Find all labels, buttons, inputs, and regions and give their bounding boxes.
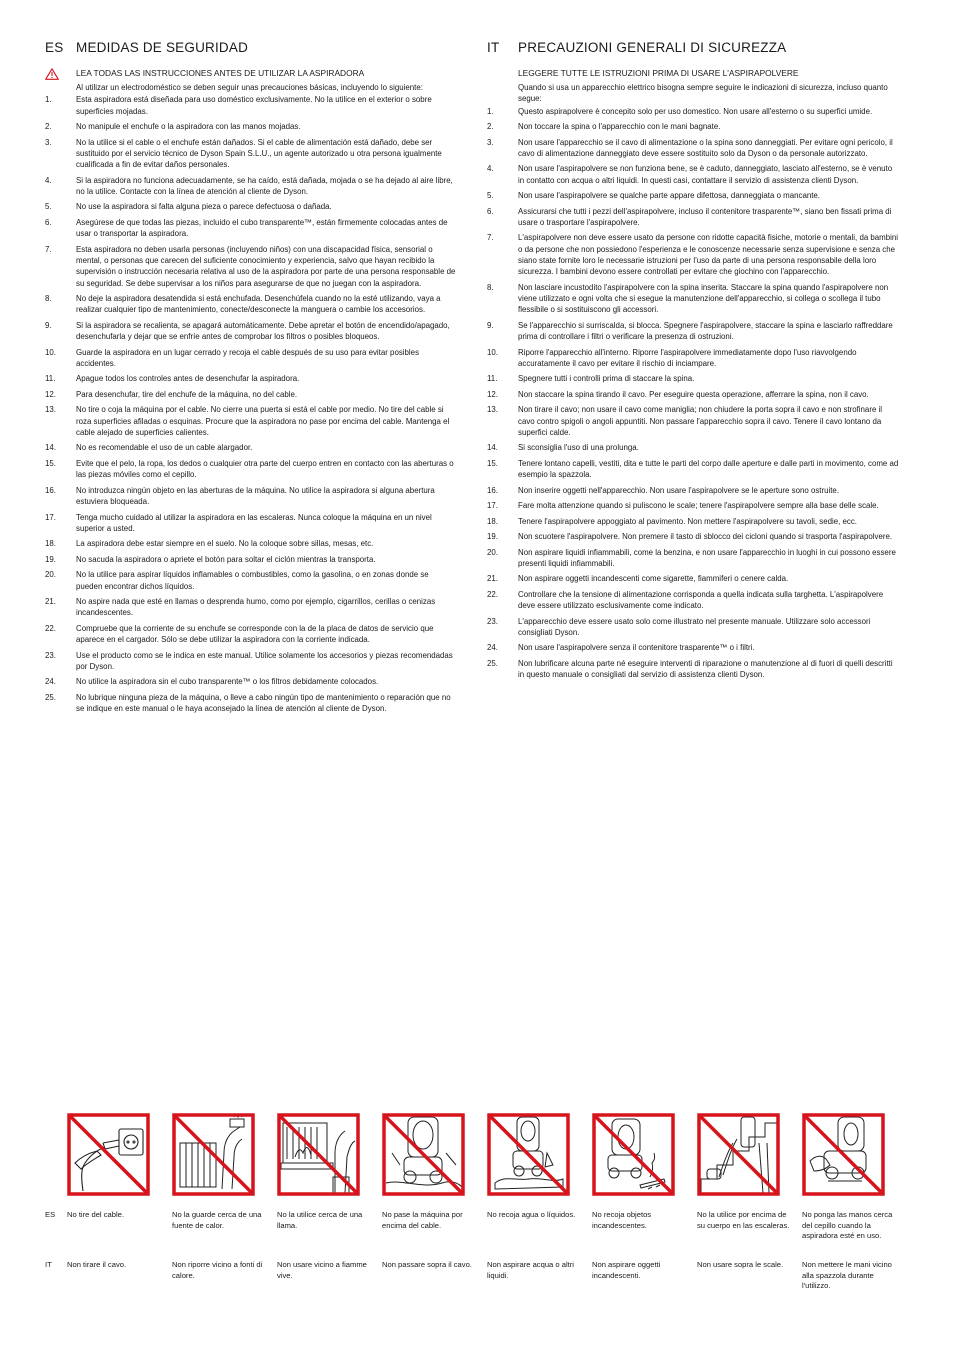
es-safety-item: [45, 347, 457, 370]
item-number: 8.: [487, 282, 494, 292]
item-text: Si la aspiradora no funciona adecuadamente, se ha caído, está dañada, mojada o se ha dejado al aire libre, no la utilice. Contacte con la línea de atención al cliente de Dyson.: [76, 175, 453, 196]
item-number: 13.: [45, 405, 56, 415]
cigarette-icon: [592, 1113, 675, 1196]
item-text: Si sconsiglia l'uso di una prolunga.: [518, 443, 639, 453]
item-number: 13.: [487, 405, 498, 415]
captions-es-item: No recoja objetos incandescentes.: [592, 1210, 652, 1230]
item-number: 8.: [45, 294, 52, 304]
es-safety-item: [45, 121, 457, 132]
item-text: Non toccare la spina o l'apparecchio con le mani bagnate.: [518, 122, 721, 132]
captions-es-item: No la utilice cerca de una llama.: [277, 1210, 363, 1230]
item-number: 9.: [487, 320, 494, 330]
item-number: 18.: [45, 539, 56, 549]
item-text: No utilice la aspiradora sin el cubo transparente™ o los filtros debidamente colocados.: [76, 677, 379, 687]
item-number: 1.: [487, 106, 494, 116]
it-safety-item: [487, 485, 899, 496]
item-text: Non tirare il cavo; non usare il cavo come maniglia; non chiudere la porta sopra il cavo e non strofinare il cavo contro spigoli o angoli appuntiti. Non passare l'apparecchio sopra il cavo. Tenere il cavo lontano da superfici calde.: [518, 405, 883, 437]
item-number: 18.: [487, 516, 498, 526]
item-text: No aspire nada que esté en llamas o desprenda humo, como por ejemplo, cigarrillos, cerillas o cenizas incandescentes.: [76, 597, 436, 618]
it-safety-item: [487, 404, 899, 438]
item-number: 3.: [45, 137, 52, 147]
es-title: MEDIDAS DE SEGURIDAD: [76, 40, 249, 55]
item-number: 7.: [487, 233, 494, 243]
item-text: No introduzca ningún objeto en las aberturas de la máquina. No utilice la aspiradora si alguna abertura estuviera bloqueada.: [76, 485, 435, 507]
item-text: No sacuda la aspiradora o apriete el botón para soltar el ciclón mientras la transporta.: [76, 554, 376, 564]
item-number: 11.: [487, 374, 498, 384]
item-number: 9.: [45, 320, 52, 330]
item-text: La aspiradora debe estar siempre en el suelo. No la coloque sobre sillas, mesas, etc.: [76, 539, 374, 549]
item-text: Si la aspiradora se recalienta, se apagará automáticamente. Debe apretar el botón de encendido/apagado, desenchufarla y dejar que se enfríe antes de comprobar los filtros o posibles bloqueos.: [76, 320, 450, 342]
es-safety-item: [45, 244, 457, 289]
item-number: 20.: [45, 570, 56, 580]
item-number: 6.: [45, 217, 52, 227]
hand-brushbar-icon: [802, 1113, 885, 1196]
item-text: Non usare l'aspirapolvere senza il contenitore trasparente™ o i filtri.: [518, 643, 755, 653]
es-safety-item: [45, 458, 457, 481]
es-safety-item: [45, 569, 457, 592]
liquid-spill-icon: [487, 1113, 570, 1196]
es-safety-item: [45, 293, 457, 316]
item-number: 25.: [487, 658, 498, 668]
stairs-icon: [697, 1113, 780, 1196]
es-subtitle-row: [45, 68, 457, 82]
item-text: Riporre l'apparecchio all'interno. Riporre l'aspirapolvere immediatamente dopo l'uso riavvolgendo accuratamente il cavo per evitare il rischio di inciampare.: [518, 347, 857, 368]
it-safety-item: [487, 282, 899, 316]
item-text: No deje la aspiradora desatendida si está enchufada. Desenchúfela cuando no la esté utilizando, vaya a realizar cualquier tipo de mantenimiento, conecte/desconecte la manguera o cambie los accesorios.: [76, 294, 441, 315]
it-safety-item: [487, 232, 899, 277]
it-safety-list: [487, 106, 899, 681]
it-safety-item: [487, 106, 899, 117]
item-number: 5.: [45, 202, 52, 212]
item-number: 23.: [487, 616, 498, 626]
item-text: Non staccare la spina tirando il cavo. Per eseguire questa operazione, afferrare la spina, non il cavo.: [518, 389, 869, 399]
item-text: Non usare l'aspirapolvere se non funziona bene, se è caduto, danneggiato, lasciato all'esterno, se è venuto in contatto con acqua o altri liquidi. In questi casi, contattare il servizio di assistenza clienti Dyson.: [518, 164, 893, 185]
item-text: Non usare l'apparecchio se il cavo di alimentazione o la spina sono danneggiati. Per evitare ogni pericolo, il cavo di alimentazione danneggiato deve essere sostituito solo da Dyson o da personale autorizzato.: [518, 137, 893, 158]
captions-it-item: Non mettere le mani vicino alla spazzola durante l'utilizzo.: [802, 1260, 892, 1291]
captions-it-item: Non riporre vicino a fonti di calore.: [172, 1260, 263, 1280]
item-number: 22.: [45, 623, 56, 633]
item-text: Esta aspiradora está diseñada para uso doméstico exclusivamente. No la utilice en el exterior o sobre superficies mojadas.: [76, 95, 432, 116]
it-safety-item: [487, 458, 899, 481]
warning-triangle-icon: [45, 68, 76, 80]
es-safety-item: [45, 676, 457, 687]
item-text: No manipule el enchufe o la aspiradora con las manos mojadas.: [76, 122, 301, 132]
item-text: Non inserire oggetti nell'apparecchio. Non usare l'aspirapolvere se le aperture sono ostruite.: [518, 485, 840, 495]
item-number: 15.: [45, 458, 56, 468]
item-number: 12.: [45, 389, 56, 399]
item-text: Se l'apparecchio si surriscalda, si blocca. Spegnere l'aspirapolvere, staccare la spina e lasciarlo raffreddare prima di controllare i filtri o verificare la presenza di ostruzioni.: [518, 320, 893, 342]
it-section: [487, 40, 899, 685]
es-section: [45, 40, 457, 719]
item-number: 24.: [487, 643, 498, 653]
captions-es-item: No la guarde cerca de una fuente de calor.: [172, 1210, 262, 1230]
it-safety-item: [487, 389, 899, 400]
es-captions-code: ES: [45, 1210, 56, 1219]
it-safety-item: [487, 320, 899, 343]
captions-it-item: Non passare sopra il cavo.: [382, 1260, 472, 1269]
it-safety-item: [487, 547, 899, 570]
item-number: 2.: [487, 122, 494, 132]
item-text: Apague todos los controles antes de desenchufar la aspiradora.: [76, 374, 300, 384]
es-safety-item: [45, 217, 457, 240]
item-text: No tire o coja la máquina por el cable. No cierre una puerta si está el cable por medio. No tire del cable si roza superficies afiladas o esquinas. Procure que la aspiradora no pase por encima del cable. Mantenga el cable alejado de superficies calientes.: [76, 405, 450, 437]
item-number: 10.: [487, 347, 498, 357]
item-text: Non usare l'aspirapolvere se qualche parte appare difettosa, danneggiata o mancante.: [518, 191, 820, 201]
it-safety-item: [487, 589, 899, 612]
it-safety-item: [487, 373, 899, 384]
item-text: No la utilice para aspirar líquidos inflamables o combustibles, como la gasolina, o en zonas donde se pueden encontrar dichos líquidos.: [76, 570, 429, 591]
item-text: Assicurarsi che tutti i pezzi dell'aspirapolvere, incluso il contenitore trasparente™, siano ben fissati prima di usare o trasportare l'aspirapolvere.: [518, 206, 892, 227]
it-language-code: IT: [487, 40, 500, 55]
item-number: 4.: [487, 164, 494, 174]
captions-it-item: Non tirare il cavo.: [67, 1260, 127, 1269]
es-safety-item: [45, 442, 457, 453]
item-number: 16.: [45, 485, 56, 495]
captions-es-item: No ponga las manos cerca del cepillo cuando la aspiradora esté en uso.: [802, 1210, 893, 1241]
captions-it-item: Non usare vicino a fiamme vive.: [277, 1260, 367, 1280]
it-safety-item: [487, 347, 899, 370]
item-text: L'aspirapolvere non deve essere usato da persone con ridotte capacità fisiche, motorie o mentali, da bambini o da persone che non possiedono l'esperienza e le conoscenze necessarie senza supervisione e senza che siano state fornite loro le necessarie istruzioni per l'uso da parte di una persona responsabile della loro sicurezza. I bambini devono essere controllati per evitare che giochino con l'apparecchio.: [518, 233, 899, 277]
es-safety-item: [45, 512, 457, 535]
item-number: 19.: [45, 554, 56, 564]
item-number: 24.: [45, 677, 56, 687]
es-safety-item: [45, 485, 457, 508]
item-number: 1.: [45, 95, 52, 105]
it-title: PRECAUZIONI GENERALI DI SICUREZZA: [518, 40, 787, 55]
item-text: Tenga mucho cuidado al utilizar la aspiradora en las escaleras. Nunca coloque la máquina en un nivel superior a usted.: [76, 512, 432, 533]
item-number: 22.: [487, 589, 498, 599]
vacuum-over-cord-icon: [382, 1113, 465, 1196]
item-number: 16.: [487, 485, 498, 495]
es-subtitle: LEA TODAS LAS INSTRUCCIONES ANTES DE UTILIZAR LA ASPIRADORA: [76, 68, 365, 78]
item-text: Non lubrificare alcuna parte né eseguire interventi di riparazione o manutenzione al di fuori di quelli descritti in questo manuale o consigliati dal servizio di assistenza clienti Dyson.: [518, 658, 893, 680]
item-text: Use el producto como se le indica en este manual. Utilice solamente los accesorios y piezas recomendadas por Dyson.: [76, 650, 453, 671]
item-number: 4.: [45, 175, 52, 185]
es-safety-item: [45, 137, 457, 171]
item-number: 20.: [487, 547, 498, 557]
item-number: 2.: [45, 122, 52, 132]
fireplace-icon: [277, 1113, 360, 1196]
item-text: Guarde la aspiradora en un lugar cerrado y recoja el cable después de su uso para evitar posibles accidentes.: [76, 347, 420, 368]
captions-es-item: No recoja agua o líquidos.: [487, 1210, 576, 1219]
captions-es-item: No tire del cable.: [67, 1210, 124, 1219]
item-number: 14.: [487, 443, 498, 453]
es-safety-item: [45, 201, 457, 212]
es-language-code: ES: [45, 40, 64, 55]
it-safety-item: [487, 658, 899, 681]
item-number: 25.: [45, 692, 56, 702]
item-text: No la utilice si el cable o el enchufe están dañados. Si el cable de alimentación está dañado, debe ser sustituido por el servicio técnico de Dyson Spain S.L.U., un agente autorizado u otra persona igualmente cualificada a fin de evitar daños personales.: [76, 137, 442, 170]
captions-it-item: Non usare sopra le scale.: [697, 1260, 784, 1269]
es-safety-item: [45, 596, 457, 619]
captions-es-item: No pase la máquina por encima del cable.: [382, 1210, 463, 1230]
it-safety-item: [487, 206, 899, 229]
item-number: 17.: [45, 512, 56, 522]
es-safety-item: [45, 554, 457, 565]
item-number: 15.: [487, 458, 498, 468]
it-safety-item: [487, 500, 899, 511]
item-text: Spegnere tutti i controlli prima di staccare la spina.: [518, 374, 695, 384]
item-number: 14.: [45, 443, 56, 453]
item-number: 23.: [45, 650, 56, 660]
item-number: 10.: [45, 347, 56, 357]
item-number: 21.: [45, 597, 56, 607]
es-safety-item: [45, 650, 457, 673]
item-text: No es recomendable el uso de un cable alargador.: [76, 443, 253, 453]
item-text: Non scuotere l'aspirapolvere. Non premere il tasto di sblocco dei cicloni quando si trasporta l'aspirapolvere.: [518, 532, 893, 542]
it-safety-item: [487, 137, 899, 160]
es-safety-item: [45, 320, 457, 343]
es-safety-item: [45, 623, 457, 646]
radiator-icon: [172, 1113, 255, 1196]
it-subtitle: LEGGERE TUTTE LE ISTRUZIONI PRIMA DI USARE L'ASPIRAPOLVERE: [518, 68, 799, 78]
es-intro: Al utilizar un electrodoméstico se deben seguir unas precauciones básicas, incluyendo lo siguiente:: [76, 83, 423, 92]
item-number: 11.: [45, 374, 56, 384]
item-text: Questo aspirapolvere è concepito solo per uso domestico. Non usare all'esterno o su superfici umide.: [518, 106, 873, 116]
item-number: 6.: [487, 206, 494, 216]
item-text: Esta aspiradora no deben usarla personas (incluyendo niños) con una discapacidad física, sensorial o mental, o personas que carecen del suficiente conocimiento y experiencia, salvo que hayan recibido la supervisión o instrucción necesaria relativa al uso de la aspiradora por parte de una persona responsable de su seguridad. Se debe supervisar a los niños para asegurarse de que no juegan con la aspiradora.: [76, 244, 456, 288]
item-text: Tenere lontano capelli, vestiti, dita e tutte le parti del corpo dalle aperture e dalle parti in movimento, come ad esempio la spazzola.: [518, 458, 899, 480]
item-text: Evite que el pelo, la ropa, los dedos o cualquier otra parte del cuerpo entren en contacto con las aberturas o las piezas móviles como el cepillo.: [76, 458, 454, 480]
item-text: Non aspirare liquidi infiammabili, come la benzina, e non usare l'apparecchio in luoghi in cui possono essere presenti liquidi infiammabili.: [518, 547, 896, 568]
es-safety-item: [45, 538, 457, 549]
item-text: Non lasciare incustodito l'aspirapolvere con la spina inserita. Staccare la spina quando l'aspirapolvere non viene utilizzato e ogni volta che si esegue la manutenzione dell'apparecchio, si collega o scollega il tubo flessibile o si sostituiscono gli accessori.: [518, 282, 889, 315]
es-safety-item: [45, 175, 457, 198]
item-number: 21.: [487, 574, 498, 584]
item-text: Non aspirare oggetti incandescenti come sigarette, fiammiferi o cenere calda.: [518, 574, 789, 584]
it-safety-item: [487, 121, 899, 132]
item-number: 5.: [487, 191, 494, 201]
it-safety-item: [487, 442, 899, 453]
item-number: 19.: [487, 532, 498, 542]
item-text: Tenere l'aspirapolvere appoggiato al pavimento. Non mettere l'aspirapolvere su tavoli, sedie, ecc.: [518, 516, 857, 526]
es-safety-item: [45, 404, 457, 438]
es-heading: [45, 40, 457, 62]
it-subtitle-spacer: [487, 68, 518, 80]
it-heading: [487, 40, 899, 62]
es-safety-item: [45, 373, 457, 384]
it-safety-item: [487, 531, 899, 542]
it-intro: Quando si usa un apparecchio elettrico bisogna sempre seguire le indicazioni di sicurezza, incluso quanto segue:: [518, 83, 888, 104]
it-subtitle-row: [487, 68, 899, 82]
it-safety-item: [487, 190, 899, 201]
item-text: Para desenchufar, tire del enchufe de la máquina, no del cable.: [76, 389, 298, 399]
it-safety-item: [487, 573, 899, 584]
item-text: Asegúrese de que todas las piezas, incluido el cubo transparente™, están firmemente colocadas antes de usar o transportar la aspiradora.: [76, 217, 448, 239]
es-safety-item: [45, 94, 457, 117]
item-number: 7.: [45, 244, 52, 254]
es-safety-list: [45, 94, 457, 714]
item-number: 3.: [487, 137, 494, 147]
captions-it-item: Non aspirare oggetti incandescenti.: [592, 1260, 661, 1280]
cord-plug-icon: [67, 1113, 150, 1196]
item-text: Controllare che la tensione di alimentazione corrisponda a quella indicata sulla targhetta. L'aspirapolvere deve essere utilizzato esclusivamente come indicato.: [518, 589, 884, 611]
it-safety-item: [487, 616, 899, 639]
item-text: No use la aspiradora si falta alguna pieza o parece defectuosa o dañada.: [76, 202, 332, 212]
es-safety-item: [45, 692, 457, 715]
it-captions-code: IT: [45, 1260, 52, 1269]
captions-es-item: No la utilice por encima de su cuerpo en las escaleras.: [697, 1210, 790, 1230]
it-safety-item: [487, 516, 899, 527]
item-text: No lubrique ninguna pieza de la máquina, o lleve a cabo ningún tipo de mantenimiento o reparación que no se indique en este manual o le haya aconsejado la línea de atención al cliente de Dyson.: [76, 692, 451, 714]
item-text: L'apparecchio deve essere usato solo come illustrato nel presente manuale. Utilizzare solo accessori consigliati Dyson.: [518, 616, 871, 637]
captions-it-item: Non aspirare acqua o altri liquidi.: [487, 1260, 574, 1280]
item-number: 12.: [487, 389, 498, 399]
item-text: Fare molta attenzione quando si puliscono le scale; tenere l'aspirapolvere sempre alla base delle scale.: [518, 501, 879, 511]
it-safety-item: [487, 642, 899, 653]
item-text: Compruebe que la corriente de su enchufe se corresponde con la de la placa de datos de servicio que aparece en el cargador. Sólo se debe utilizar la aspiradora con la corriente indicada.: [76, 623, 434, 645]
es-safety-item: [45, 389, 457, 400]
it-safety-item: [487, 163, 899, 186]
item-number: 17.: [487, 501, 498, 511]
